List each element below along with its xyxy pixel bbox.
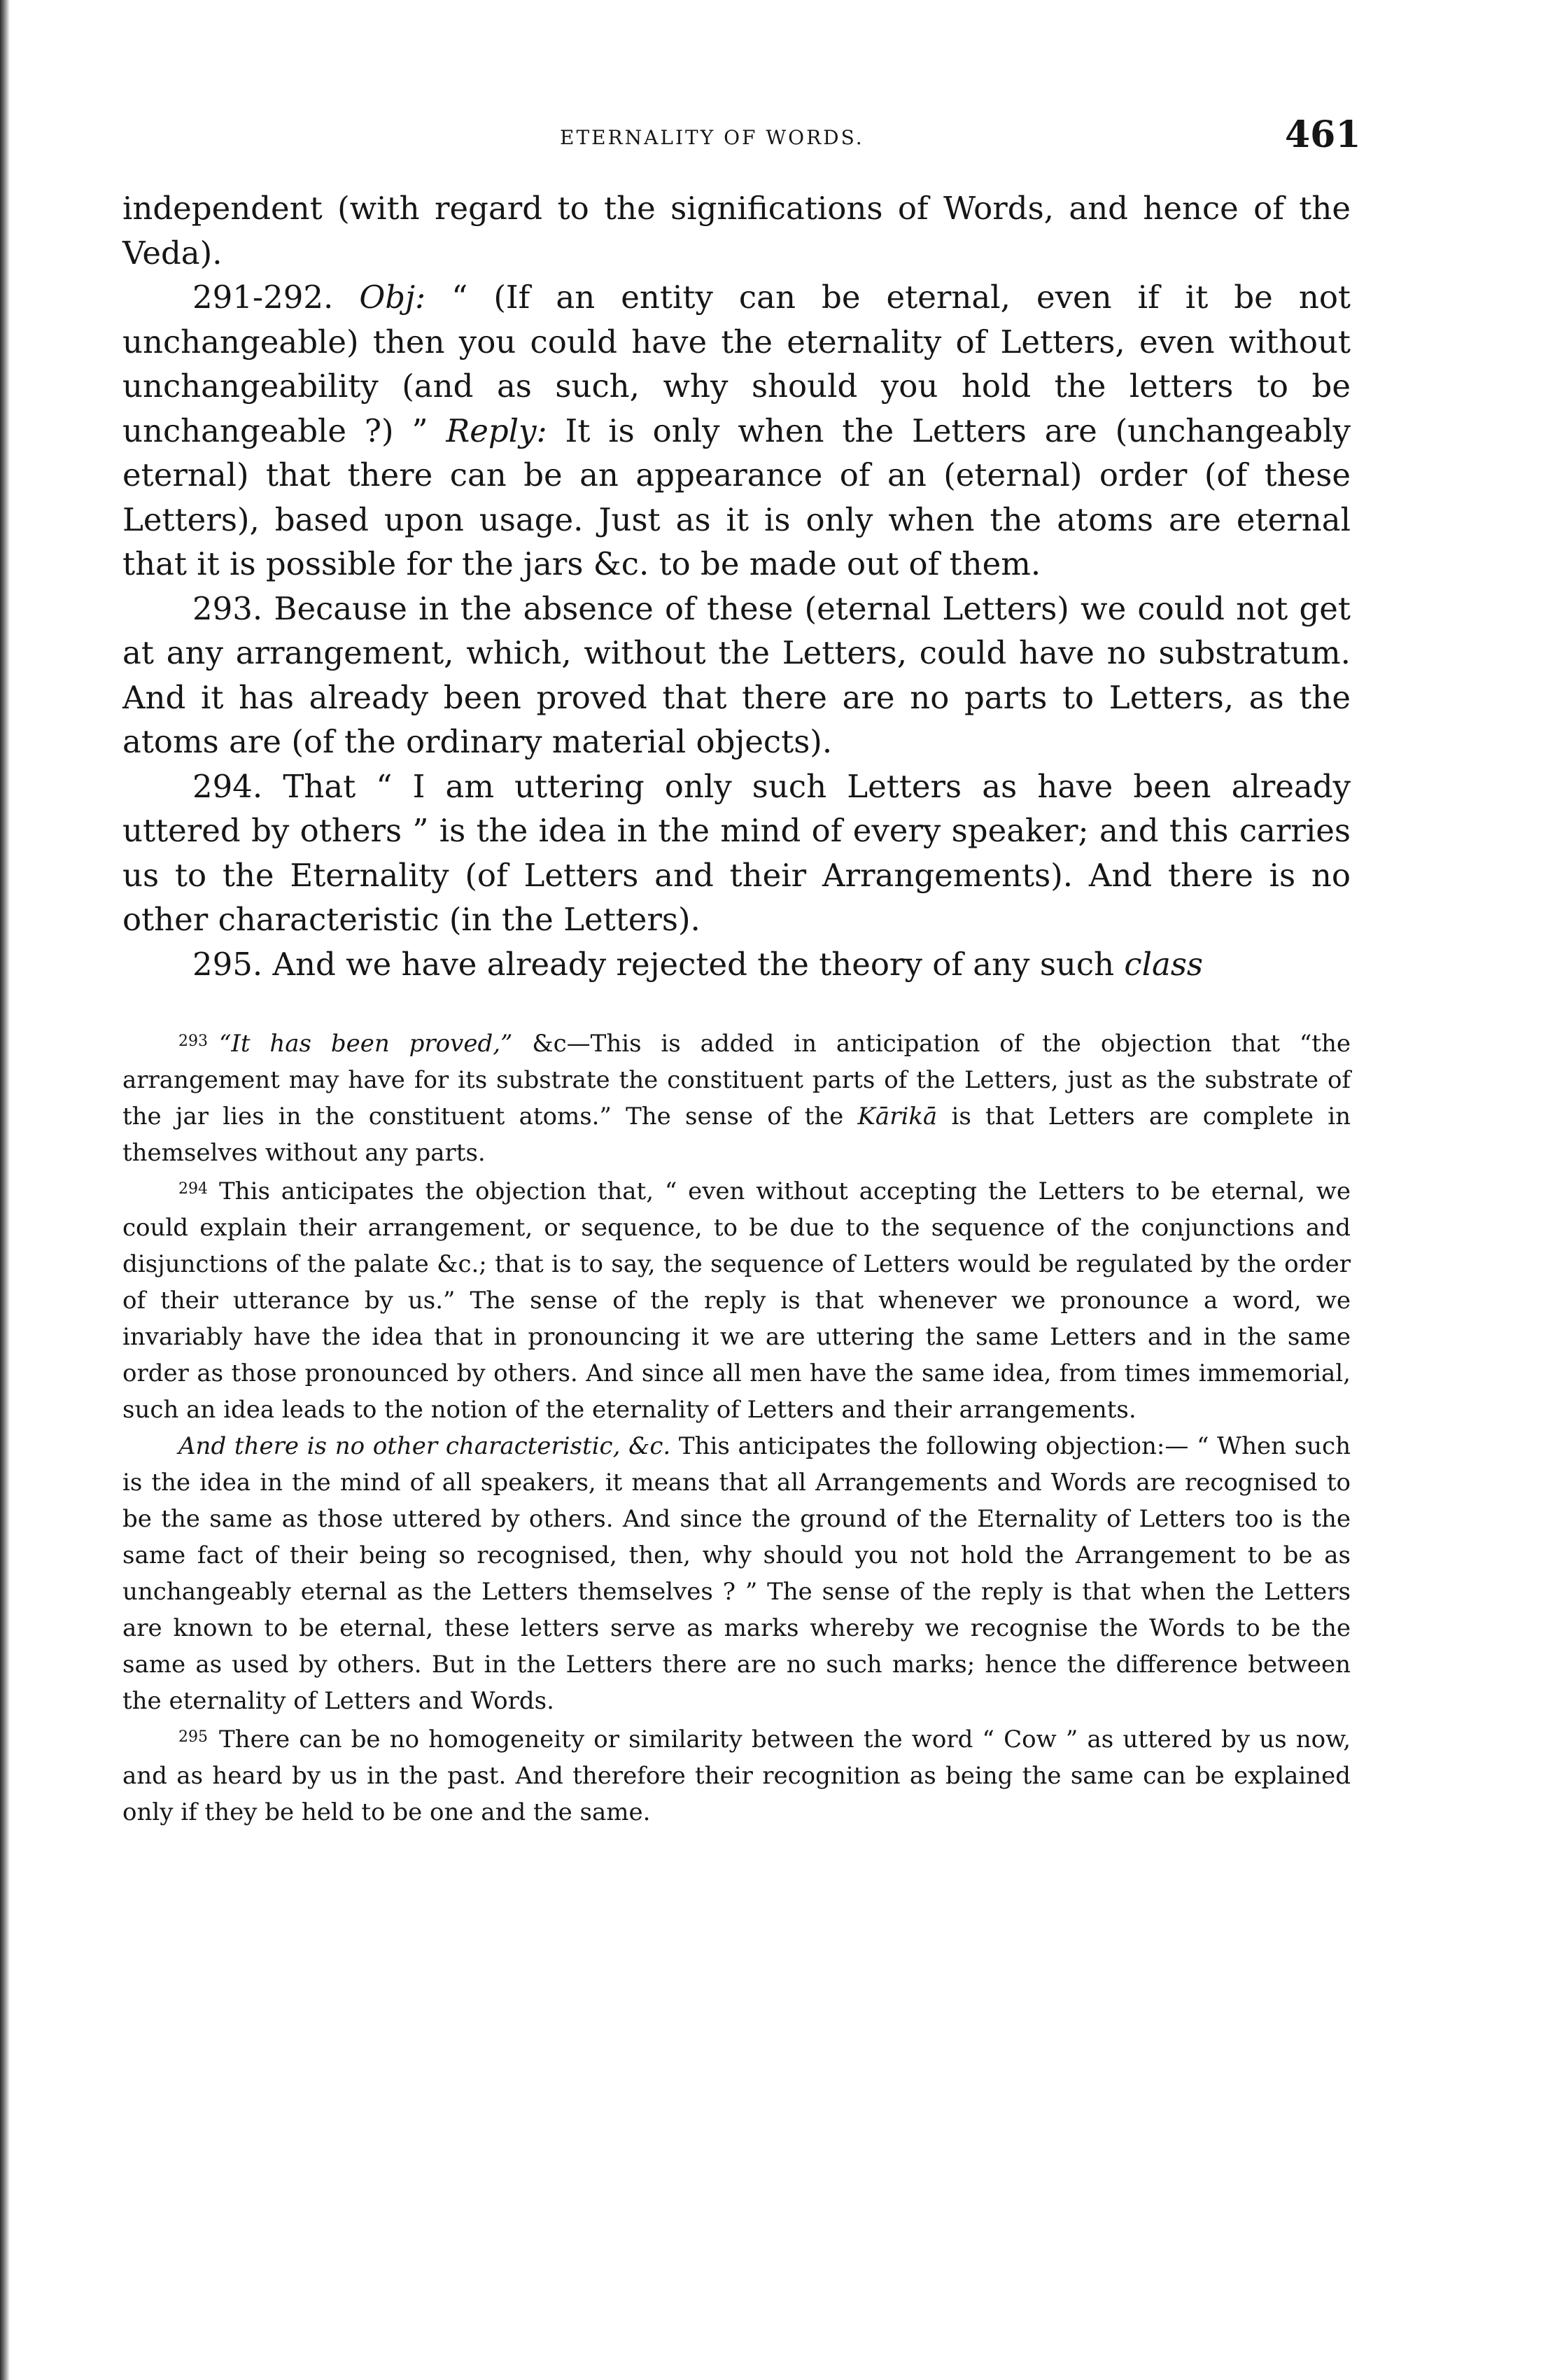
footnote-text: &c—This is added in anticipation of the objection that “the arrangement may have for its substrate the constituent parts of the Letters, just as the substrate of the jar lies in the constituent atoms.” The sense of the xyxy=(122,1030,1351,1130)
main-text xyxy=(122,186,1351,986)
footnote-295 xyxy=(122,1719,1351,1830)
obj-label: Obj: xyxy=(359,279,426,316)
footnote-lead: And there is no other characteristic, &c. xyxy=(178,1432,671,1460)
footnote-293 xyxy=(122,1023,1351,1171)
footnote-marker: 293 xyxy=(178,1032,208,1050)
footnote-text: This anticipates the following objection:— “ When such is the idea in the mind of all speakers, it means that all Arrangements and Words are recognised to be the same as those uttered by others. And since the ground of the Eternality of Letters too is the same fact of their being so recognised, then, why should you not hold the Arrangement to be as unchangeably eternal as the Letters themselves ? ” The sense of the reply is that when the Letters are known to be eternal, these letters serve as marks whereby we recognise the Words to be the same as used by others. But in the Letters there are no such marks; hence the difference between the eternality of Letters and Words. xyxy=(122,1432,1351,1715)
scan-binding-edge xyxy=(0,0,10,2380)
reply-text: It is only when the Letters are (unchangeably eternal) that there can be an appearance of an (eternal) order (of these Letters), based upon usage. Just as it is only when the atoms are eternal that it is possible for the jars &c. to be made out of them. xyxy=(122,412,1351,582)
karika-term: Kārikā xyxy=(857,1102,938,1130)
page-number: 461 xyxy=(1285,113,1361,156)
running-title: ETERNALITY OF WORDS. xyxy=(560,126,864,149)
verse-number: 291-292. xyxy=(192,279,334,316)
footnote-marker: 294 xyxy=(178,1180,208,1198)
verse-text: And we have already rejected the theory of any such xyxy=(272,945,1115,983)
objection-text: “ (If an entity can be eternal, even if it be not unchangeable) then you could have the eternality of Letters, even without unchangeability (and as such, why should you hold the letters to be unchangeable ?) ” xyxy=(122,279,1351,449)
paragraph-291-292 xyxy=(122,275,1351,587)
footnote-marker: 295 xyxy=(178,1728,208,1746)
footnotes xyxy=(122,1023,1351,1830)
footnote-quote: “It has been proved,” xyxy=(219,1030,513,1058)
verse-number: 294. xyxy=(192,767,263,805)
verse-number: 295. xyxy=(192,945,263,983)
verse-number: 293. xyxy=(192,589,263,627)
verse-text: Because in the absence of these (eternal Letters) we could not get at any arrangement, which, without the Letters, could have no substratum. And it has already been proved that there are no parts to Letters, as the atoms are (of the ordinary material objects). xyxy=(122,589,1351,760)
italic-word: class xyxy=(1124,945,1204,983)
footnote-text: This anticipates the objection that, “ even without accepting the Letters to be eternal, we could explain their arrangement, or sequence, to be due to the sequence of the conjunctions and disjunctions of the palate &c.; that is to say, the sequence of Letters would be regulated by the order of their utterance by us.” The sense of the reply is that whenever we pronounce a word, we invariably have the idea that in pronouncing it we are uttering the same Letters and in the same order as those pronounced by others. And since all men have the same idea, from times immemorial, such an idea leads to the notion of the eternality of Letters and their arrangements. xyxy=(122,1177,1351,1424)
paragraph-continued: independent (with regard to the significations of Words, and hence of the Veda). xyxy=(122,190,1351,272)
paragraph-294 xyxy=(122,764,1351,942)
footnote-text: There can be no homogeneity or similarity between the word “ Cow ” as uttered by us now, and as heard by us in the past. And therefore their recognition as being the same can be explained only if they be held to be one and the same. xyxy=(122,1726,1351,1826)
footnote-294 xyxy=(122,1171,1351,1428)
paragraph-293 xyxy=(122,587,1351,764)
footnote-text: is that Letters are complete in themselves without any parts. xyxy=(122,1102,1351,1167)
paragraph-295 xyxy=(122,942,1351,987)
footnote-294-continued xyxy=(122,1428,1351,1719)
verse-text: That “ I am uttering only such Letters as have been already uttered by others ” is the idea in the mind of every speaker; and this carries us to the Eternality (of Letters and their Arrangements). And there is no other characteristic (in the Letters). xyxy=(122,767,1351,938)
reply-label: Reply: xyxy=(446,412,547,449)
